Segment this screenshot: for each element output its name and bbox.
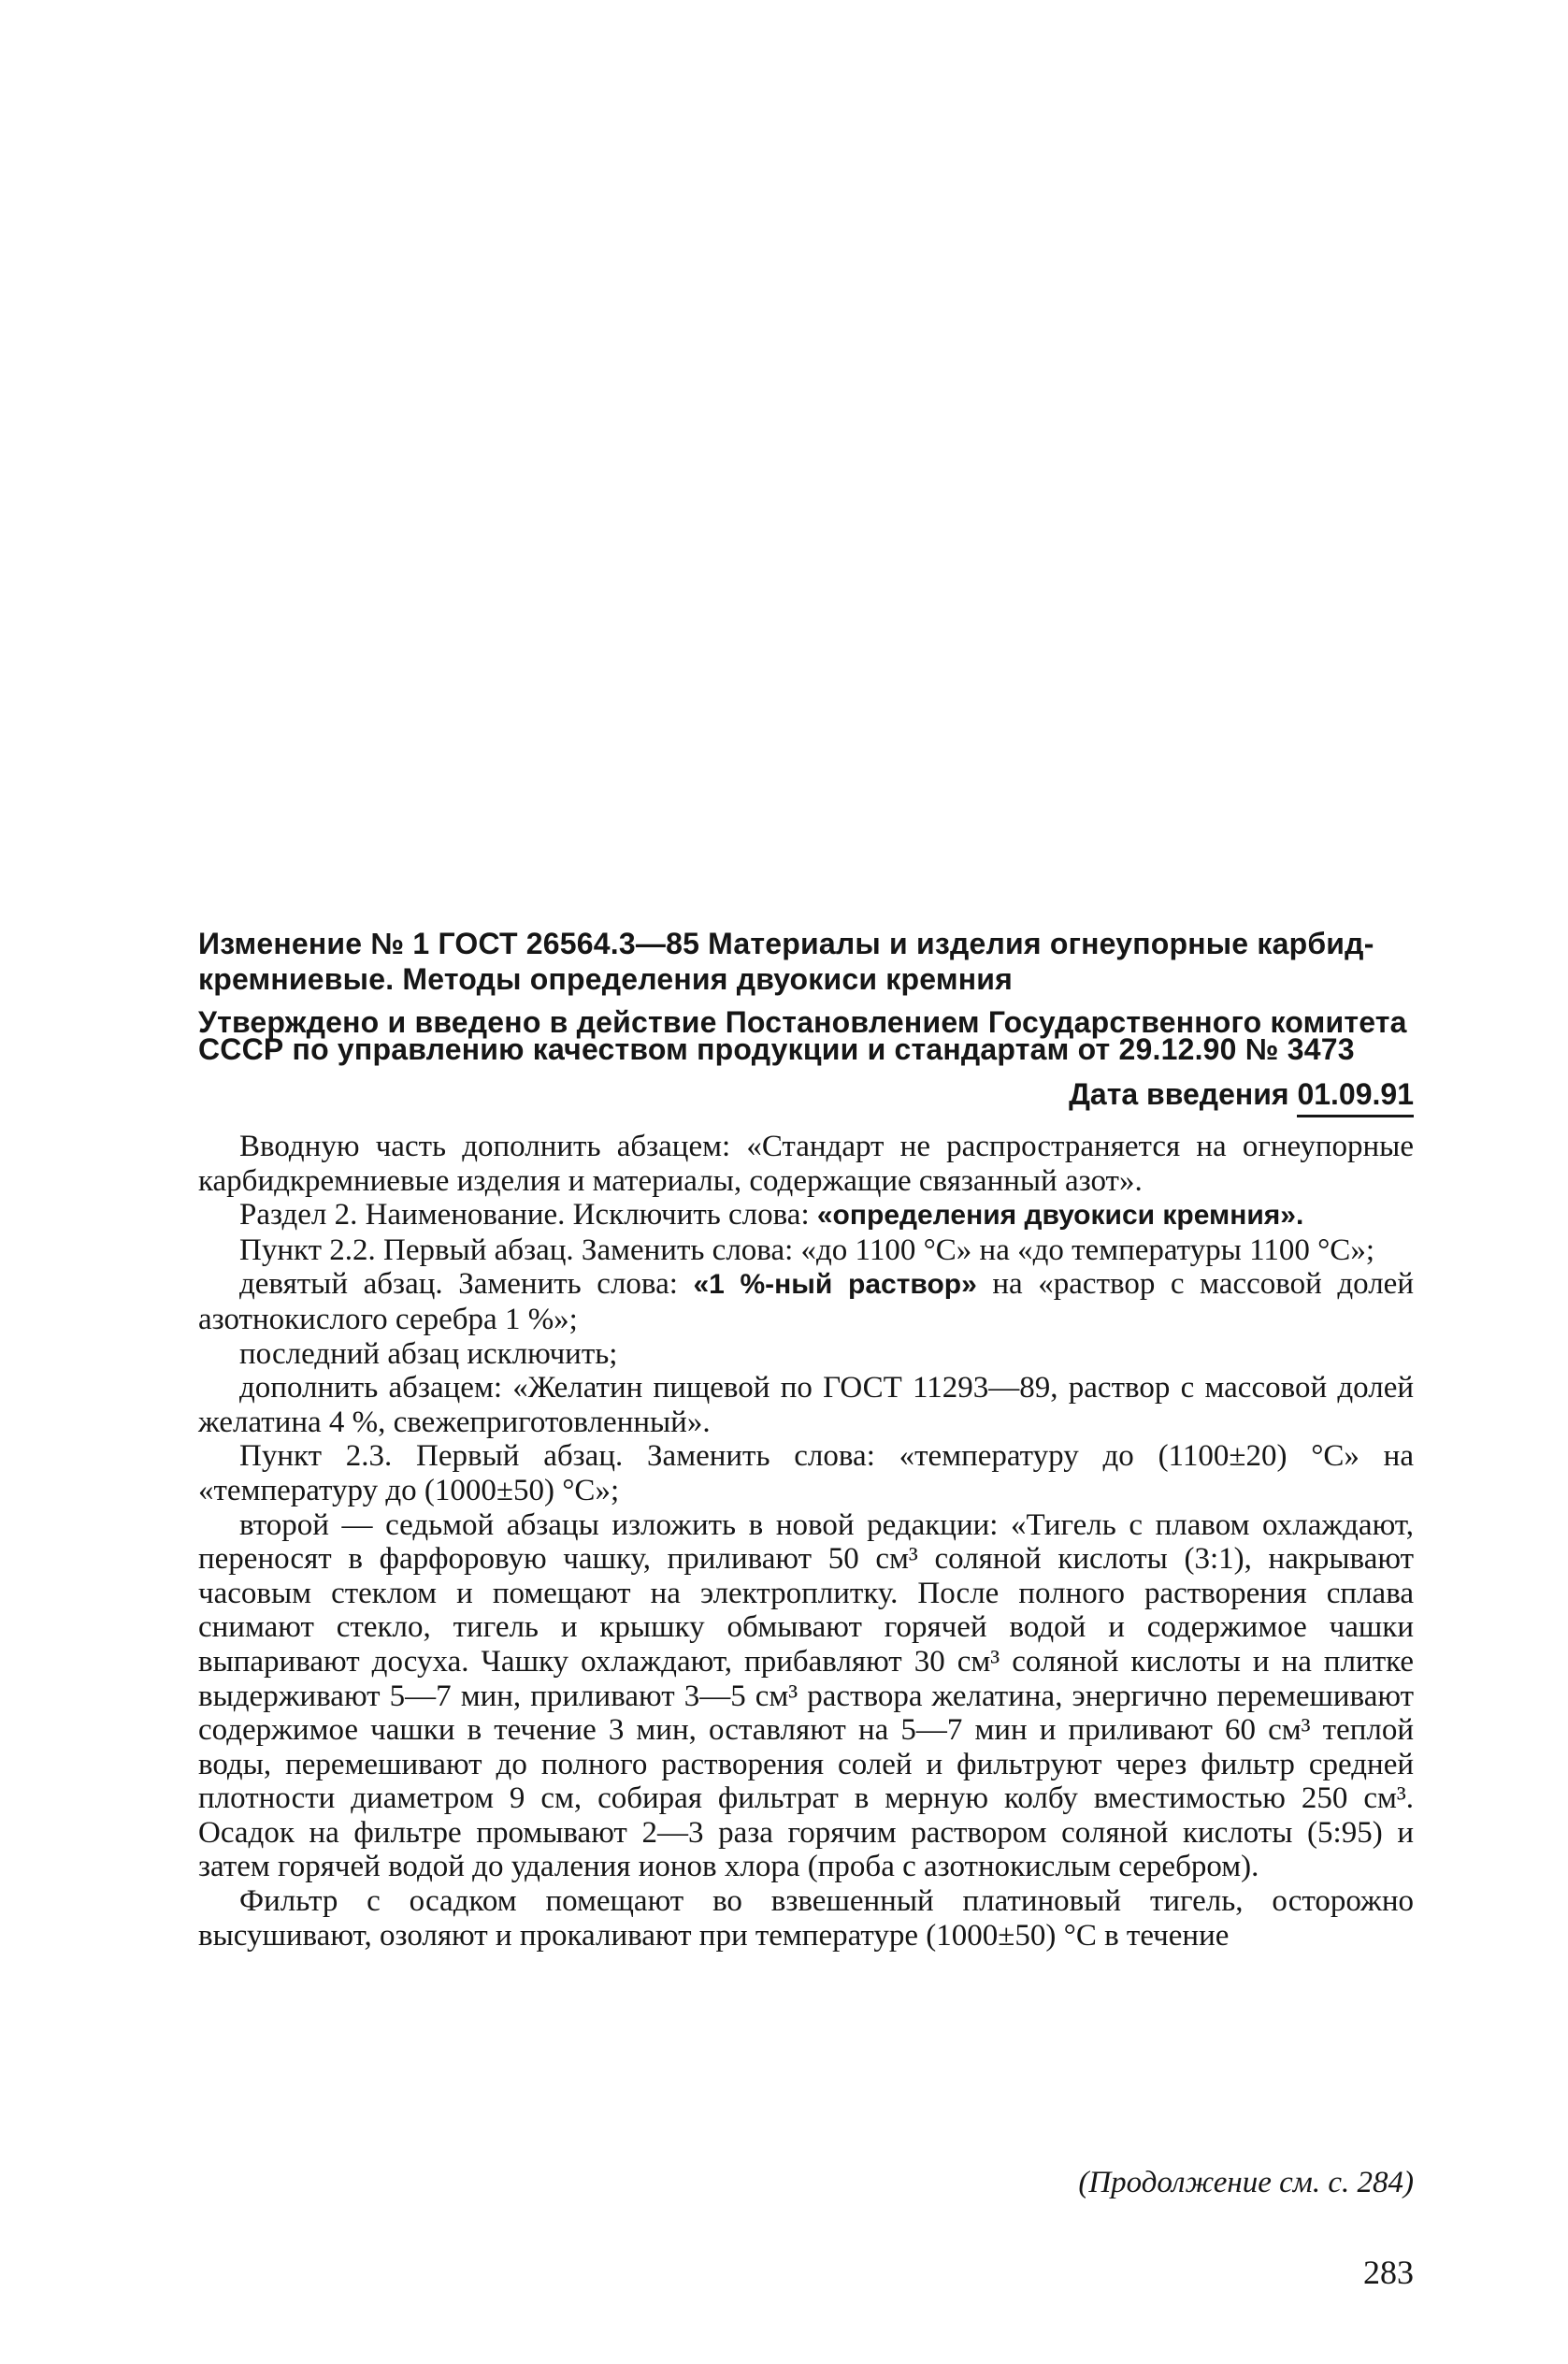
effective-date xyxy=(1069,1075,1414,1117)
paragraph-new-edition: второй — седьмой абзацы изложить в новой редакции: «Тигель с плавом охлаждают, переносят в фарфоровую чашку, приливают 50 см³ соляной кислоты (3:1), накрывают часовым стеклом и помещают на электроплитку. После полного растворения сплава снимают стекло, тигель и крышку обмывают горячей водой и содержимое чашки выпаривают досуха. Чашку охлаждают, прибавляют 30 см³ соляной кислоты и на плитке выдерживают 5—7 мин, приливают 3—5 см³ раствора желатина, энергично перемешивают содержимое чашки в течение 3 мин, оставляют на 5—7 мин и приливают 60 см³ теплой воды, перемешивают до полного растворения солей и фильтруют через фильтр средней плотности диаметром 9 см, собирая фильтрат в мерную колбу вместимостью 250 см³. Осадок на фильтре промывают 2—3 раза горячим раствором соляной кислоты (5:95) и затем горячей водой до удаления ионов хлора (проба с азотнокислым серебром). xyxy=(198,1507,1414,1884)
paragraph-clause-2-3: Пункт 2.3. Первый абзац. Заменить слова: «температуру до (1100±20) °С» на «температуру до (1000±50) °С»; xyxy=(198,1439,1414,1507)
continuation-note: (Продолжение см. с. 284) xyxy=(1078,2166,1414,2199)
paragraph-ninth-a: девятый абзац. Заменить слова: xyxy=(239,1267,694,1302)
amendment-text xyxy=(198,1130,1414,1953)
paragraph-filter: Фильтр с осадком помещают во взвешенный платиновый тигель, осторожно высушивают, озоляют и прокаливают при температуре (1000±50) °С в течение xyxy=(198,1884,1414,1953)
change-title-line-2: кремниевые. Методы определения двуокиси кремния xyxy=(198,962,1013,996)
paragraph-last-removed: последний абзац исключить; xyxy=(239,1336,618,1371)
change-title-line-1: Изменение № 1 ГОСТ 26564.3—85 Материалы и изделия огнеупорные карбид- xyxy=(198,927,1374,960)
approval-line-1: Утверждено и введено в действие Постановлением Государственного комитета xyxy=(198,1005,1407,1039)
paragraph-section-2-text: Раздел 2. Наименование. Исключить слова: xyxy=(239,1198,817,1232)
paragraph-section-2-bold: «определения двуокиси кремния». xyxy=(816,1200,1304,1232)
paragraph-intro: Вводную часть дополнить абзацем: «Стандарт не распространяется на огнеупорные карбидкремниевые изделия и материалы, содержащие связанный азот». xyxy=(198,1130,1414,1198)
effective-date-label: Дата введения xyxy=(1069,1077,1289,1111)
paragraph-ninth-bold: «1 %-ный раствор» xyxy=(693,1269,977,1301)
paragraph-gelatin: дополнить абзацем: «Желатин пищевой по ГОСТ 11293—89, раствор с массовой долей желатина 4 %, свежеприготовленный». xyxy=(198,1371,1414,1439)
paragraph-section-2 xyxy=(198,1198,1414,1233)
paragraph-clause-2-2: Пункт 2.2. Первый абзац. Заменить слова: «до 1100 °С» на «до температуры 1100 °С»; xyxy=(239,1232,1374,1267)
effective-date-value: 01.09.91 xyxy=(1297,1075,1414,1117)
approval-line-2: СССР по управлению качеством продукции и стандартам от 29.12.90 № 3473 xyxy=(198,1032,1355,1066)
paragraph-ninth-b: на «раствор с массовой долей азотнокислого серебра 1 %»; xyxy=(198,1267,1414,1336)
page-number: 283 xyxy=(1363,2254,1414,2291)
paragraph-ninth xyxy=(198,1267,1414,1336)
